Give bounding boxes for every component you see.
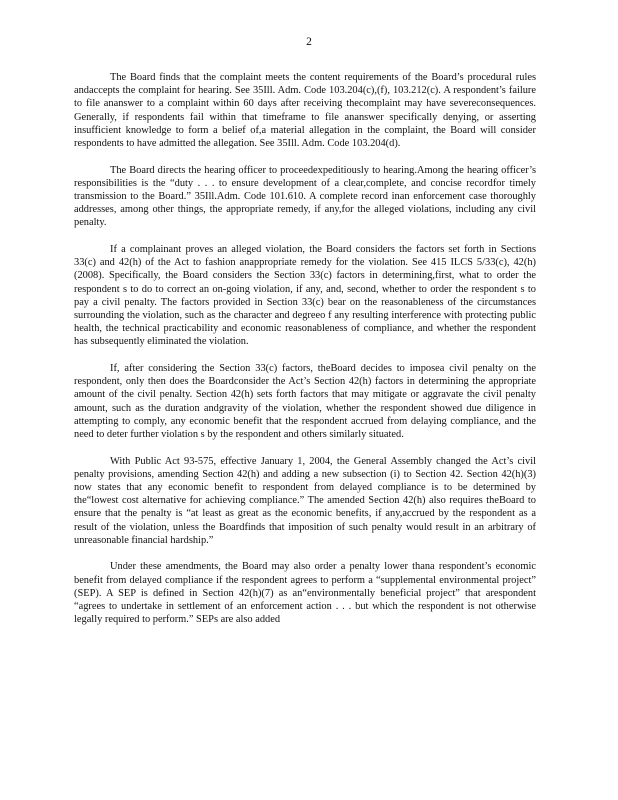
paragraph-complaint-acceptance: The Board finds that the complaint meets the content requirements of the Board’s procedural rules andaccepts the complaint for hearing. See 35Ill. Adm. Code 103.204(c),(f), 103.212(c). A respondent’s failure to file ananswer to a complaint within 60 days after receiving thecomplaint may have severeconsequences. Generally, if respondents fail within that timeframe to file ananswer specifically denying, or asserting insufficient knowledge to form a belief of,a material allegation in the complaint, the Board will consider respondents to have admitted the allegation. See 35Ill. Adm. Code 103.204(d). xyxy=(74,72,536,150)
paragraph-remedy-factors: If a complainant proves an alleged violation, the Board considers the factors set forth in Sections 33(c) and 42(h) of the Act to fashion anappropriate remedy for the violation. See 415 ILCS 5/33(c), 42(h) (2008). Specifically, the Board considers the Section 33(c) factors in determining,first, what to order the respondent s to do to correct an on-going violation, if any, and, second, whether to order the respondent s to pay a civil penalty. The factors provided in Section 33(c) bear on the reasonableness of the circumstances surrounding the violation, such as the character and degreeo f any resulting interference with protecting public health, the technical practicability and economic reasonableness of compliance, and whether the respondent has subsequently eliminated the violation. xyxy=(74,244,536,348)
paragraph-sep: Under these amendments, the Board may also order a penalty lower thana respondent’s economic benefit from delayed compliance if the respondent agrees to perform a “supplemental environmental project” (SEP). A SEP is defined in Section 42(h)(7) as an“environmentally beneficial project” that arespondent “agrees to undertake in settlement of an enforcement action . . . but which the respondent is not otherwise legally required to perform.” SEPs are also added xyxy=(74,561,536,626)
paragraph-hearing-officer: The Board directs the hearing officer to proceedexpeditiously to hearing.Among the hearing officer’s responsibilities is the “duty . . . to ensure development of a clear,complete, and concise recordfor timely transmission to the Board.” 35Ill.Adm. Code 101.610. A complete record inan enforcement case thoroughly addresses, among other things, the appropriate remedy, if any,for the alleged violations, including any civil penalty. xyxy=(74,164,536,229)
document-body xyxy=(74,71,536,640)
paragraph-public-act: With Public Act 93-575, effective January 1, 2004, the General Assembly changed the Act’s civil penalty provisions, amending Section 42(h) and adding a new subsection (i) to Section 42. Section 42(h)(3) now states that any economic benefit to respondent from delayed compliance is to be determined by the“lowest cost alternative for achieving compliance.” The amended Section 42(h) also requires theBoard to ensure that the penalty is “at least as great as the economic benefits, if any,accrued by the respondent as a result of the violation, unless the Boardfinds that imposition of such penalty would result in an arbitrary of unreasonable financial hardship.” xyxy=(74,455,536,546)
page-number: 2 xyxy=(306,36,312,48)
paragraph-civil-penalty: If, after considering the Section 33(c) factors, theBoard decides to imposea civil penalty on the respondent, only then does the Boardconsider the Act’s Section 42(h) factors in determining the appropriate amount of the civil penalty. Section 42(h) sets forth factors that may mitigate or aggravate the civil penalty amount, such as the duration andgravity of the violation, whether the respondent showed due diligence in attempting to comply, any economic benefit that the respondent accrued from delaying compliance, and the need to deter further violation s by the respondent and others similarly situated. xyxy=(74,363,536,441)
